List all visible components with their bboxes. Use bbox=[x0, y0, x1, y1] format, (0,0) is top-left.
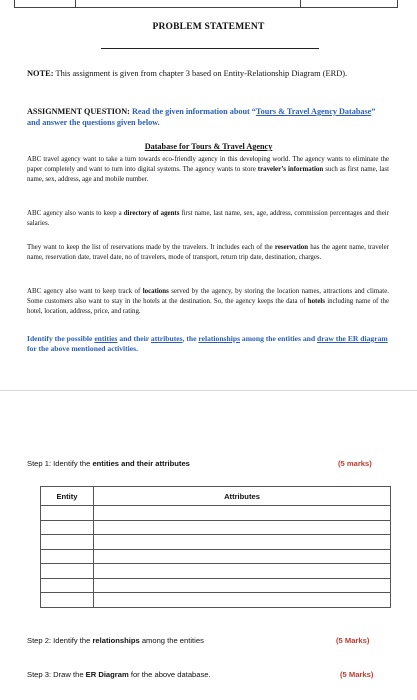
database-heading: Database for Tours & Travel Agency bbox=[144, 142, 273, 151]
entity-cell[interactable] bbox=[41, 535, 94, 550]
assignment-text-before: Read the given information about “ bbox=[131, 107, 256, 116]
identify-instruction: Identify the possible entities and their attributes, the relationships among the entities and draw the ER diagram for the above mentioned activities. bbox=[27, 334, 388, 353]
attributes-cell[interactable] bbox=[94, 520, 391, 535]
table-row bbox=[41, 520, 391, 535]
paragraph-agents: ABC agency also wants to keep a directory of agents first name, last name, sex, age, address, commission percentages and their salaries. bbox=[27, 210, 390, 228]
table-row bbox=[41, 535, 391, 550]
note-text: This assignment is given from chapter 3 based on Entity-Relationship Diagram (ERD). bbox=[55, 69, 348, 78]
entity-header: Entity bbox=[41, 487, 94, 506]
table-row bbox=[41, 578, 391, 593]
table-row bbox=[41, 549, 391, 564]
attributes-cell[interactable] bbox=[94, 593, 391, 608]
entity-cell[interactable] bbox=[41, 564, 94, 579]
paragraph-reservations: They want to keep the list of reservations made by the travelers. It includes each of the reservation has the agent name, traveler name, reservation date, travel date, no of travelers, mode of transport, return trip date, destination, charges. bbox=[27, 244, 389, 262]
paragraph-travelers: ABC travel agency want to take a turn towards eco-friendly agency in this developing world. The agency wants to eliminate the paper completely and want to turn into digital systems. The agency wants to store traveler’s information such as first name, last name, sex, address, age and mobile number. bbox=[27, 156, 389, 184]
assignment-link[interactable]: Tours & Travel Agency Database bbox=[255, 107, 372, 116]
assignment-question bbox=[27, 106, 387, 128]
step-1-marks: (5 marks) bbox=[338, 459, 372, 468]
entity-attributes-table bbox=[40, 486, 391, 608]
attributes-cell[interactable] bbox=[94, 535, 391, 550]
attributes-cell[interactable] bbox=[94, 564, 391, 579]
entity-cell[interactable] bbox=[41, 506, 94, 521]
title-underline bbox=[101, 48, 319, 49]
page-title: PROBLEM STATEMENT bbox=[152, 22, 265, 32]
step-2-marks: (5 Marks) bbox=[336, 636, 370, 645]
attributes-cell[interactable] bbox=[94, 578, 391, 593]
id-cell bbox=[300, 0, 311, 7]
assignment-text-after: ” and answer the questions given below. bbox=[27, 107, 376, 127]
table-row bbox=[41, 506, 391, 521]
attributes-cell[interactable] bbox=[94, 506, 391, 521]
entity-cell[interactable] bbox=[41, 549, 94, 564]
entity-cell[interactable] bbox=[41, 520, 94, 535]
paragraph-locations: ABC agency also want to keep track of locations served by the agency, by storing the location names, attractions and climate. Some customers also want to stay in the hotels at the destination. So, the agency keeps the data of hotels including name of the hotel, location, address, price, and rating. bbox=[27, 288, 389, 316]
step-1-text: Step 1: Identify the entities and their attributes bbox=[27, 459, 190, 468]
note-line bbox=[27, 69, 347, 78]
table-header-row bbox=[41, 487, 391, 506]
header-strip bbox=[14, 0, 398, 8]
student-name-cell bbox=[15, 0, 76, 7]
page-separator bbox=[0, 390, 417, 391]
assignment-label: ASSIGNMENT QUESTION: bbox=[27, 107, 130, 116]
step-3-text: Step 3: Draw the ER Diagram for the above database. bbox=[27, 670, 211, 679]
attributes-header: Attributes bbox=[94, 487, 391, 506]
note-label: NOTE: bbox=[27, 69, 54, 78]
step-2-text: Step 2: Identify the relationships among the entities bbox=[27, 636, 204, 645]
entity-cell[interactable] bbox=[41, 593, 94, 608]
entity-cell[interactable] bbox=[41, 578, 94, 593]
table-row bbox=[41, 593, 391, 608]
attributes-cell[interactable] bbox=[94, 549, 391, 564]
table-row bbox=[41, 564, 391, 579]
step-3-marks: (5 Marks) bbox=[340, 670, 374, 679]
